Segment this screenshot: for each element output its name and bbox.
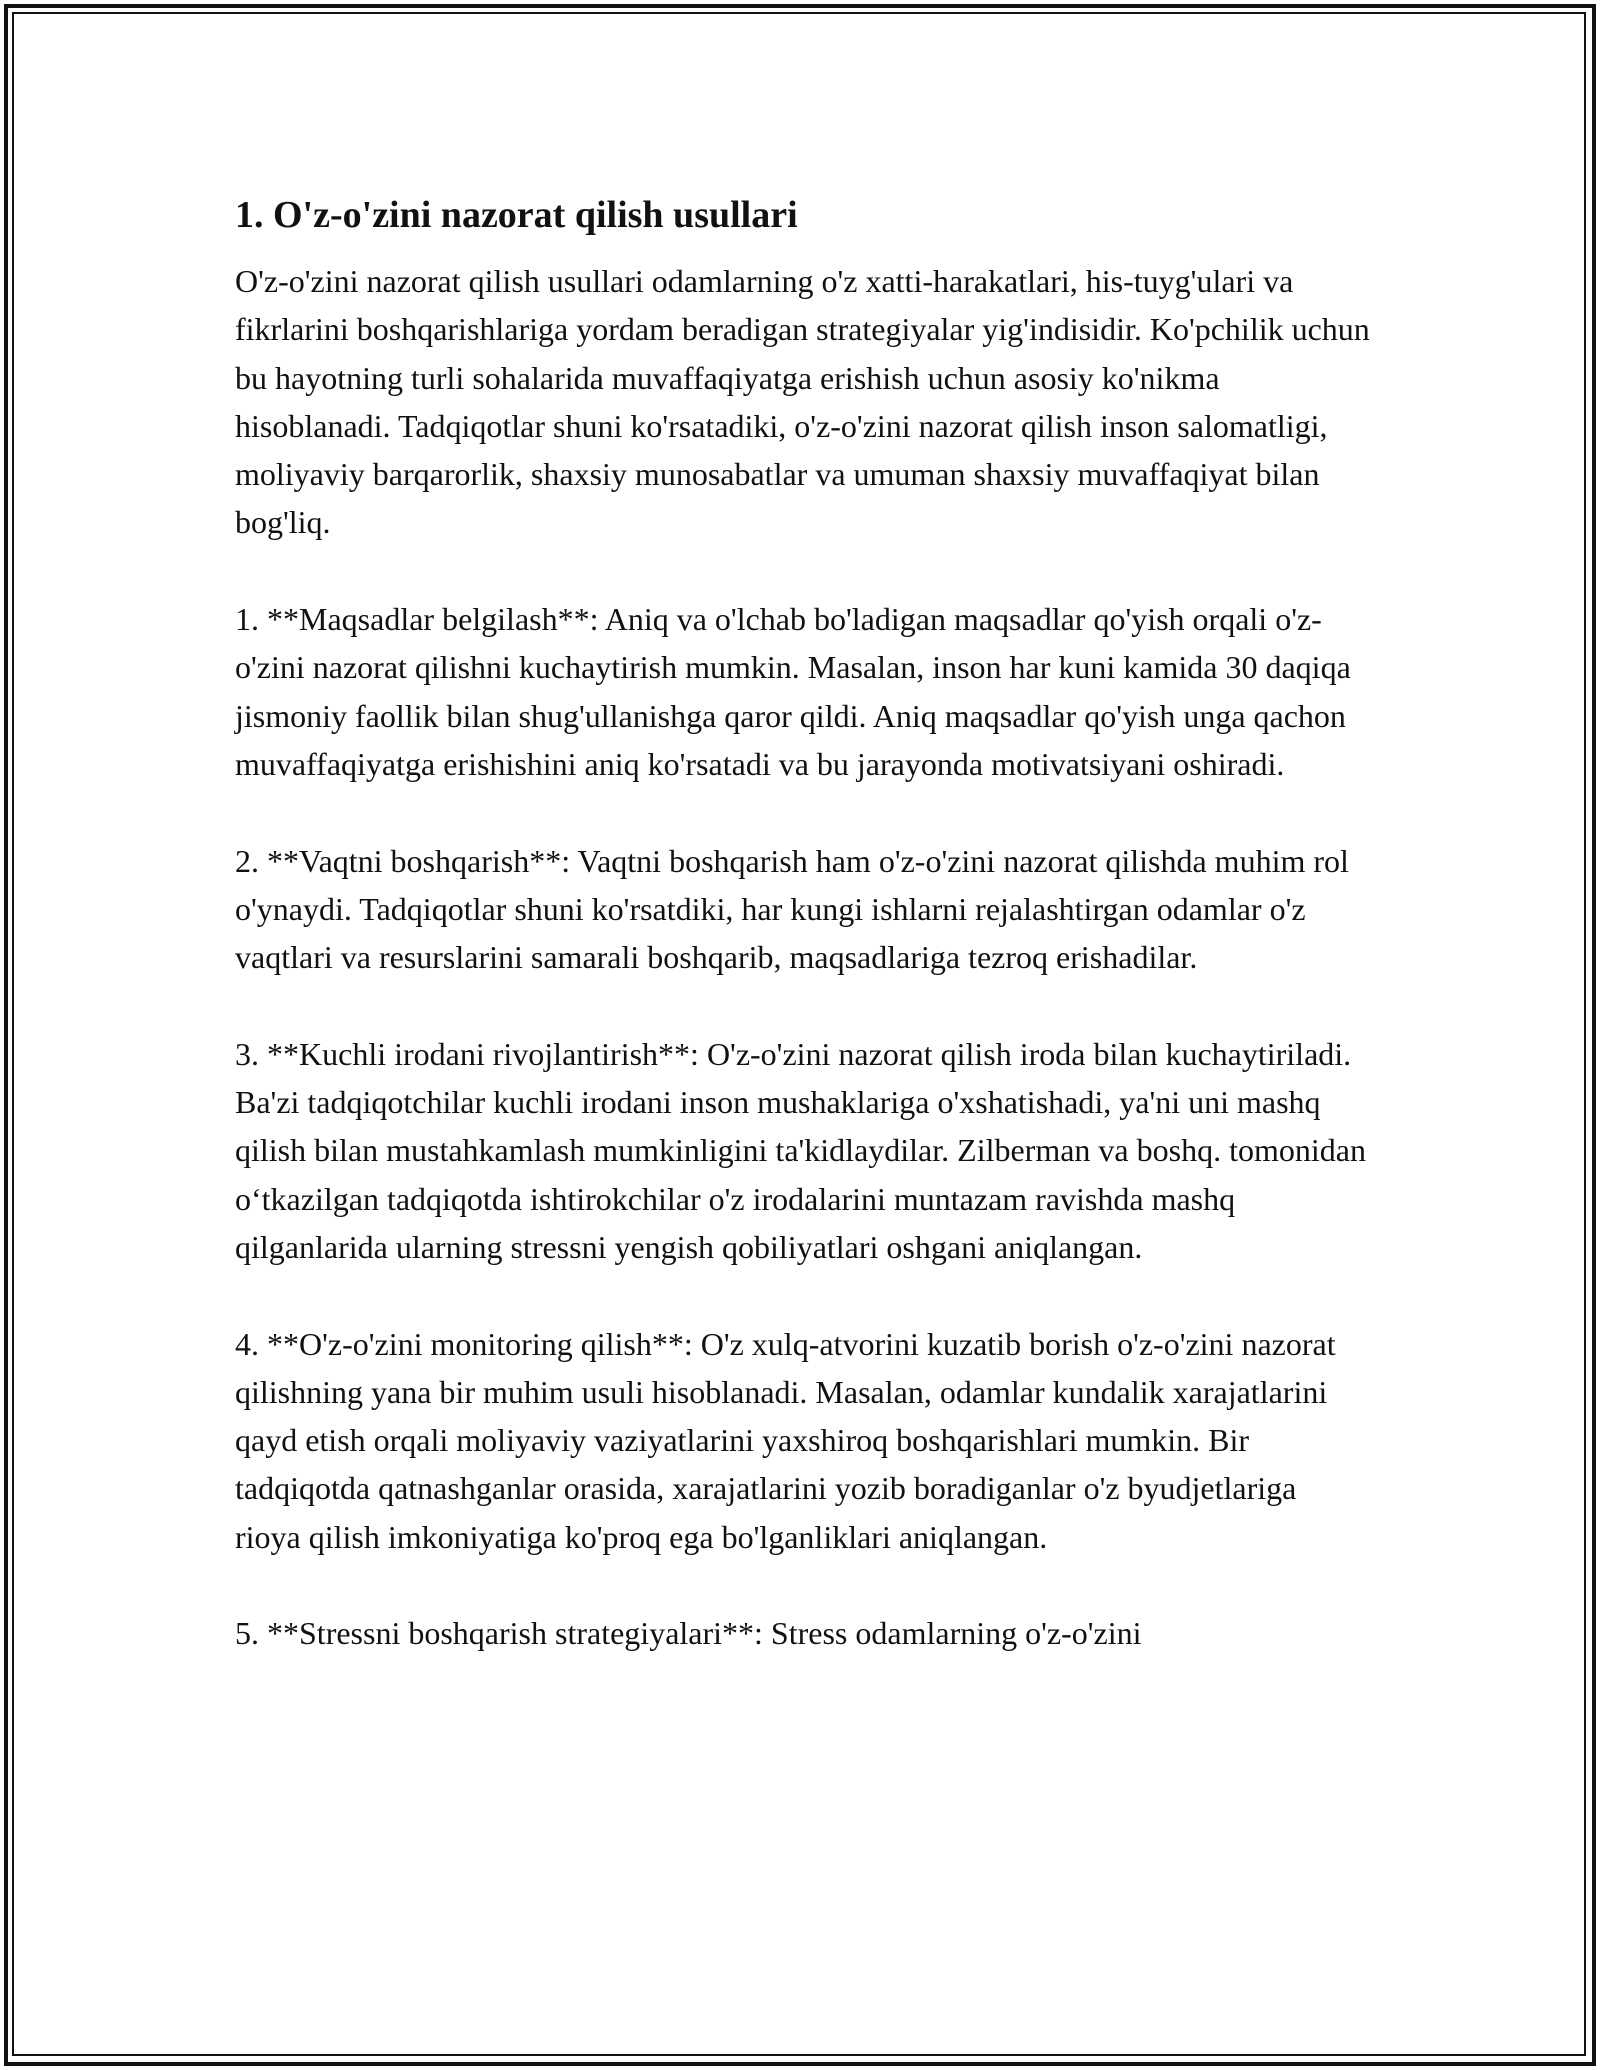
intro-paragraph: O'z-o'zini nazorat qilish usullari odamlarning o'z xatti-harakatlari, his-tuyg'ulari va fikrlarini boshqarishlariga yordam beradigan strategiyalar yig'indisidir. Ko'pchilik uchun bu hayotning turli sohalarida muvaffaqiyatga erishish uchun asosiy ko'nikma hisoblanadi. Tadqiqotlar shuni ko'rsatadiki, o'z-o'zini nazorat qilish inson salomatligi, moliyaviy barqarorlik, shaxsiy munosabatlar va umuman shaxsiy muvaffaqiyat bilan bog'liq. <box>235 263 1370 541</box>
list-item-stress-management: 5. **Stressni boshqarish strategiyalari**: Stress odamlarning o'z-o'zini <box>235 1615 1142 1652</box>
document-title: 1. O'z-o'zini nazorat qilish usullari <box>235 194 798 236</box>
document-page <box>235 187 1370 1658</box>
list-item-goal-setting: 1. **Maqsadlar belgilash**: Aniq va o'lchab bo'ladigan maqsadlar qo'yish orqali o'z-o'zini nazorat qilishni kuchaytirish mumkin. Masalan, inson har kuni kamida 30 daqiqa jismoniy faollik bilan shug'ullanishga qaror qildi. Aniq maqsadlar qo'yish unga qachon muvaffaqiyatga erishishini aniq ko'rsatadi va bu jarayonda motivatsiyani oshiradi. <box>235 601 1351 782</box>
list-item-self-monitoring: 4. **O'z-o'zini monitoring qilish**: O'z xulq-atvorini kuzatib borish o'z-o'zini nazorat qilishning yana bir muhim usuli hisoblanadi. Masalan, odamlar kundalik xarajatlarini qayd etish orqali moliyaviy vaziyatlarini yaxshiroq boshqarishlari mumkin. Bir tadqiqotda qatnashganlar orasida, xarajatlarini yozib boradiganlar o'z byudjetlariga rioya qilish imkoniyatiga ko'proq ega bo'lganliklari aniqlangan. <box>235 1325 1336 1555</box>
list-item-time-management: 2. **Vaqtni boshqarish**: Vaqtni boshqarish ham o'z-o'zini nazorat qilishda muhim rol o'ynaydi. Tadqiqotlar shuni ko'rsatdiki, har kungi ishlarni rejalashtirgan odamlar o'z vaqtlari va resurslarini samarali boshqarib, maqsadlariga tezroq erishadilar. <box>235 842 1349 976</box>
list-item-willpower: 3. **Kuchli irodani rivojlantirish**: O'z-o'zini nazorat qilish iroda bilan kuchaytiriladi. Ba'zi tadqiqotchilar kuchli irodani inson mushaklariga o'xshatishadi, ya'ni uni mashq qilish bilan mustahkamlash mumkinligini ta'kidlaydilar. Zilberman va boshq. tomonidan o‘tkazilgan tadqiqotda ishtirokchilar o'z irodalarini muntazam ravishda mashq qilganlarida ularning stressni yengish qobiliyatlari oshgani aniqlangan. <box>235 1035 1366 1265</box>
